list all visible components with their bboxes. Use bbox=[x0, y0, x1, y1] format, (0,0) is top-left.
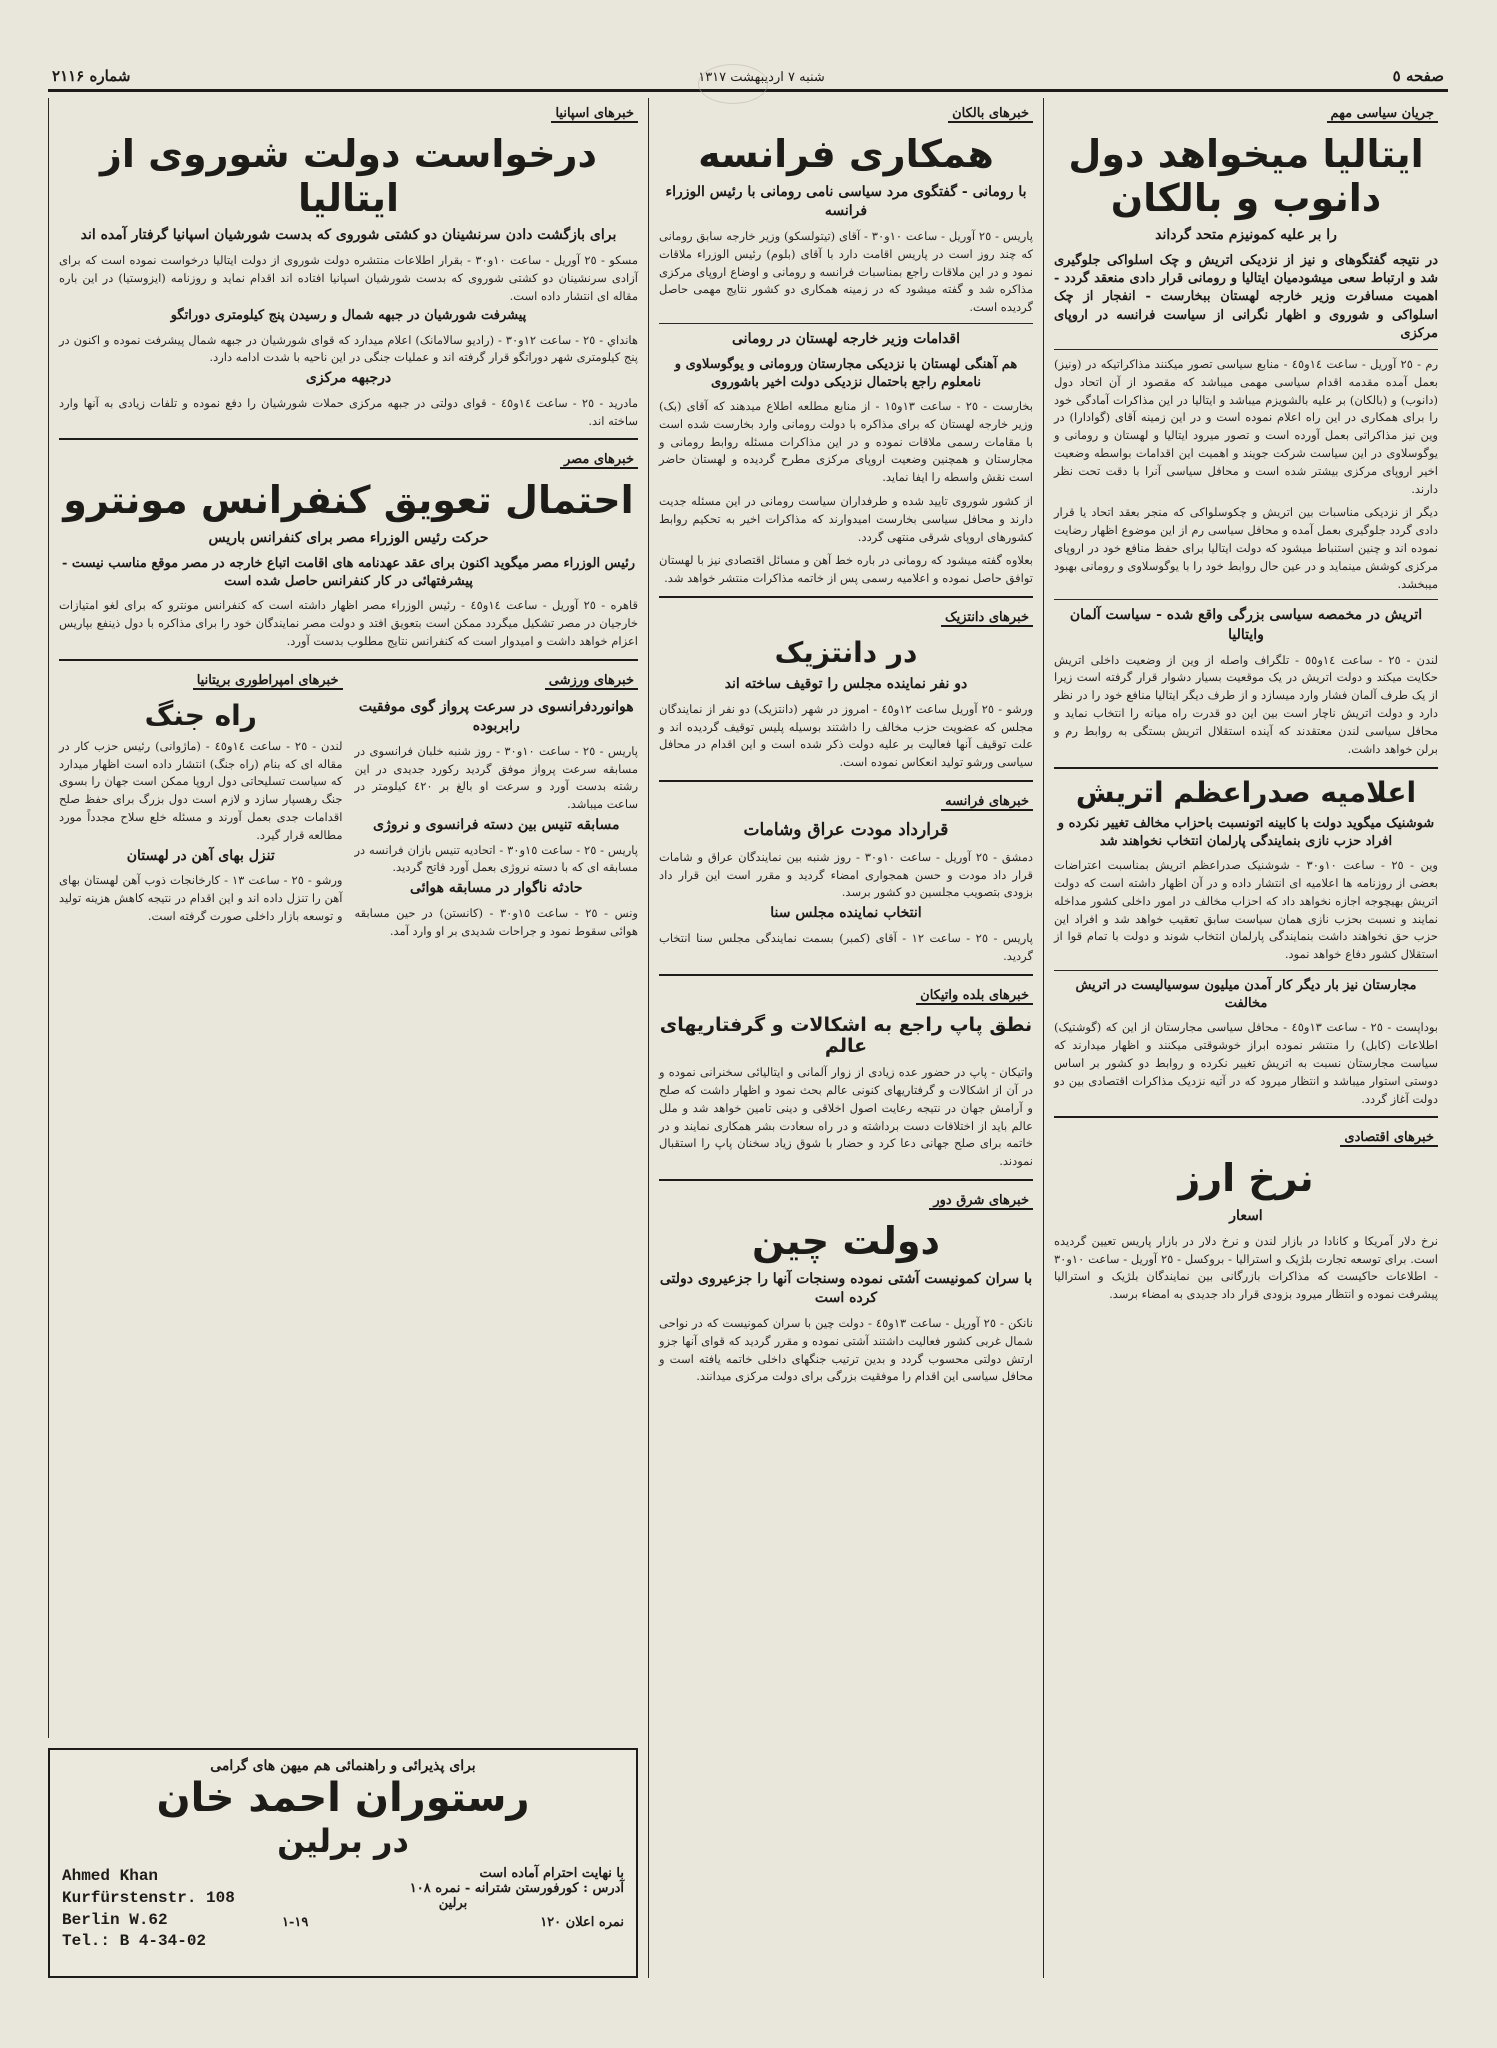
ad-tagline: برای پذیرائی و راهنمائی هم میهن های گرامی bbox=[210, 1758, 476, 1774]
section-tag: خبرهای دانتزیک bbox=[941, 610, 1033, 627]
article-body: واتیکان - پاپ در حضور عده زیادی از زوار آلمانی و ایتالیائی سخنرانی نموده و در آن از اشکالات و گرفتاریهای کنونی عالم بحث نمود و اظهار داشت که صلح و آرامش جهان در نتیجه رعایت اصول اخلاقی و دینی تامین خواهد شد و ملل عالم باید از اختلافات دست برداشته و در راه سعادت بشر همکاری نمایند و در خاتمه برای صلح جهانی دعا کرد و حضار با شوق زیاد سخنان پاپ را استقبال نمودند. bbox=[659, 1065, 1033, 1169]
article-subheading: قرارداد مودت عراق وشامات bbox=[743, 820, 949, 841]
lead-text: در نتیجه گفتگوهای و نیز از نزدیکی اتریش و چک اسلواکی جلوگیری شد و ارتباط سعی میشودمیان ایتالیا و رومانی قرار دادی منعقد گردد - اهمیت مسافرت وزیر خارجه لهستان ببخارست - انفجار از چک اسلواکی و شوروی و اظهار نگرانی از سیاست فرانسه در اروپای مرکزی bbox=[1054, 252, 1438, 341]
restaurant-city: در برلین bbox=[277, 1822, 409, 1860]
divider bbox=[1054, 767, 1438, 769]
article-body: از کشور شوروی تایید شده و طرفداران سیاست رومانی در این مسئله جدیت دارند و محافل سیاسی بخارست امیدوارند که مذاکرات اخیر به تحکیم روابط کشورهای اروپای شرقی منتهی گردد. bbox=[659, 493, 1033, 544]
column-balkans bbox=[648, 98, 1043, 1978]
columns bbox=[48, 98, 1448, 1978]
article-subheading: اتریش در مخمصه سیاسی بزرگی واقع شده - سیاست آلمان وایتالیا bbox=[1069, 607, 1423, 644]
restaurant-name: رستوران احمد خان bbox=[156, 1775, 530, 1821]
divider bbox=[659, 1179, 1033, 1181]
divider bbox=[59, 659, 638, 661]
divider bbox=[659, 780, 1033, 782]
article-body: ورشو - ٢٥ آوریل ساعت ١٢و٤٥ - امروز در شهر (دانتزیک) دو نفر از نمایندگان مجلس که عضویت حزب مخالف را داشتند بوسیله پلیس توقیف گردیده اند و علت توقیف آنها فعالیت بر علیه دولت ذکر شده است و این اقدام در محافل سیاسی ورشو تولید انعکاس نموده است. bbox=[659, 701, 1033, 770]
article-subheading: حادثه ناگوار در مسابقه هوائی bbox=[409, 880, 583, 897]
article-body: پاریس - ٢٥ آوریل - ساعت ١٠و٣٠ - آقای (تیتولسکو) وزیر خارجه سابق رومانی که چند روز است در پاریس اقامت دارد با آقای (بلوم) رئیس الوزراء ملاقات نمود و در این ملاقات راجع بمناسبات فرانسه و رومانی و اوضاع اروپای مرکزی مذاکره شد و گفته میشود که در زمینه همکاری دو کشور نتایج مهمی حاصل گردیده است. bbox=[659, 228, 1033, 315]
article-subheading: اقدامات وزیر خارجه لهستان در رومانی bbox=[732, 330, 960, 347]
ad-latin-address bbox=[62, 1866, 282, 1952]
article-headline: اعلامیه صدراعظم اتریش bbox=[1075, 775, 1417, 809]
issue-label: شماره ۲۱۱۶ bbox=[52, 67, 131, 85]
article-body: ورشو - ٢٥ - ساعت ١٣ - کارخانجات ذوب آهن لهستان بهای آهن را تنزل داده اند و این اقدام در نتیجه کاهش هزینه تولید و توسعه بازار داخلی صورت گرفته است. bbox=[59, 873, 343, 923]
article-body: بعلاوه گفته میشود که رومانی در باره خط آهن و مسائل اقتصادی نیز با لهستان توافق حاصل نموده و اعلامیه رسمی پس از خاتمه مذاکرات منتشر خواهد شد. bbox=[659, 553, 1033, 586]
divider bbox=[659, 974, 1033, 976]
divider bbox=[1054, 349, 1438, 350]
latin-name: Ahmed Khan bbox=[62, 1867, 159, 1886]
article-body: لندن - ٢٥ - ساعت ١٤و٥٥ - تلگراف واصله از وین از وضعیت داخلی اتریش حکایت میکند و دولت اتریش در یک موقعیت بسیار دشوار قرار گرفته است زیرا از یک طرف آلمان فشار وارد میسازد و از طرف دیگر ایتالیا منافع خود را در نظر دارد و دولت اتریش ناچار است بین این دو قدرت راه میانه را انتخاب نماید و محافل سیاسی لندن معتقدند که آینده استقلال اتریش بستگی به روابط رم و برلن خواهد داشت. bbox=[1054, 652, 1438, 756]
article-subheading: پیشرفت شورشیان در جبهه شمال و رسیدن پنج کیلومتری دوراتگو bbox=[170, 308, 527, 324]
article-headline: راه جنگ bbox=[144, 698, 257, 732]
article-subheading: هوانوردفرانسوی در سرعت پرواز گوی موفقیت رابربوده bbox=[358, 698, 634, 735]
two-column-split bbox=[59, 669, 638, 941]
column-politics bbox=[1043, 98, 1448, 1978]
article-subheading: شوشنیک میگوید دولت با کابینه اتونسبت باحزاب مخالف تغییر نکرده و افراد حزب نازی بنمایندگی پارلمان انتخاب نخواهند شد bbox=[1057, 815, 1435, 849]
article-body: هانداي - ٢٥ - ساعت ١٢و٣٠ - (رادیو سالامانک) اعلام میدارد که قوای شورشیان در جبهه شمال پیشرفت نموده و اکنون در پنج کیلومتری شهر دوراتگو قرار گرفته اند و عملیات جنگی در این ناحیه با شدت ادامه دارد. bbox=[59, 332, 638, 365]
article-body: پاریس - ٢٥ - ساعت ١٠و٣٠ - روز شنبه خلبان فرانسوی در مسابقه سرعت پرواز موفق گردید رکورد جدیدی در این رشته بدست آورد و سرعت او بالغ بر ٤٢٠ کیلومتر در ساعت میباشد. bbox=[354, 743, 638, 812]
article-subheading: تنزل بهای آهن در لهستان bbox=[126, 847, 275, 864]
article-body: پاریس - ٢٥ - ساعت ١٢ - آقای (کمبر) بسمت نمایندگی مجلس سنا انتخاب گردید. bbox=[659, 930, 1034, 963]
restaurant-ad bbox=[48, 1748, 638, 1978]
subheadline: را بر علیه کمونیزم متحد گرداند bbox=[1155, 227, 1337, 244]
newspaper-page bbox=[48, 58, 1448, 2028]
article-body: لندن - ٢٥ - ساعت ١٤و٤٥ - (ماژوانی) رئیس حزب کار در مقاله ای که بنام (راه جنگ) انتشار داده است اظهار میدارد که سیاست تسلیحاتی دول اروپا ممکن است جهان را بسوی جنگ رهسپار سازد و لازم است دول بزرگ برای حفظ صلح اقدامات جدی بعمل آورند و مسئله خلع سلاح مجدداً مورد مطالعه قرار گیرد. bbox=[59, 738, 343, 842]
britain-block bbox=[59, 669, 343, 941]
article-body: قاهره - ٢٥ آوریل - ساعت ١٤و٤٥ - رئیس الوزراء مصر اظهار داشته است که کنفرانس مونترو که برای لغو امتیازات خارجیان در مصر تشکیل میگردد ممکن است بتعویق افتد و دولت مصر نمایندگان خود را برای مذاکره با دول ذینفع بپاریس اعزام خواهد داشت و امیدوار است که کنفرانس نتایج مطلوب بدست آورد. bbox=[59, 598, 638, 648]
section-tag: خبرهای مصر bbox=[560, 452, 638, 469]
section-tag: خبرهای فرانسه bbox=[941, 794, 1033, 811]
sports-block bbox=[355, 669, 639, 941]
article-subheading: رئیس الوزراء مصر میگوید اکنون برای عقد عهدنامه های اقامت اتباع خارجه در مصر موقع مناسب نیست - پیشرفتهائی در کار کنفرانس حاصل شده است bbox=[61, 555, 636, 589]
far-east-article bbox=[659, 1189, 1033, 1386]
article-subheading: انتخاب نماینده مجلس سنا bbox=[770, 905, 922, 922]
article-subheading: مجارستان نیز بار دیگر کار آمدن میلیون سوسیالیست در اتریش مخالفت bbox=[1075, 977, 1417, 1012]
article-body: رم - ٢٥ آوریل - ساعت ١٤و٤٥ - منابع سیاسی تصور میکنند مذاکراتیکه در (ونیز) بعمل آمده مقدمه اقدام سیاسی مهمی میباشد که مقصود از آن اتحاد دول (دانوب) و (بالکان) بر علیه بالشویزم میباشد و ایتالیا در این مذاکرات آمادگی خود را برای همکاری در این راه اعلام نموده است و در این زمینه آقای (گوادارا) در وین نیز مذاکراتی بعمل آورده است و تصور میرود ایتالیا و لهستان و رومانی و یوگوسلاوی در این سیاست شرکت جویند و اهمیت این اقدامات بواسطه وضعیت اخیر اروپای مرکزی بیشتر شده است و محافل سیاسی آنرا با دقت تحت نظر دارند. bbox=[1054, 356, 1439, 496]
article-subheading: درجبهه مرکزی bbox=[305, 370, 392, 387]
article-body: نرخ دلار آمریکا و کانادا در بازار لندن و نرخ دلار در بازار پاریس تعیین گردیده است. برای توسعه تجارت بلژیک و استرالیا - بروکسل - ٢٥ آوریل - ساعت ١٠و٣٠ - اطلاعات حاکیست که مذاکرات بازرگانی بین نمایندگان بلژیک و استرالیا پیشرفت نموده و انتظار میرود بزودی قرار داد جدیدی به امضاء برسد. bbox=[1054, 1233, 1439, 1302]
section-tag: خبرهای بالکان bbox=[948, 106, 1033, 123]
article-headline: در دانتزیک bbox=[774, 636, 918, 670]
article-subheading: دو نفر نماینده مجلس را توقیف ساخته اند bbox=[724, 676, 968, 693]
section-tag: جریان سیاسی مهم bbox=[1327, 106, 1439, 123]
article-body: وین - ٢٥ - ساعت ١٠و٣٠ - شوشنیک صدراعظم اتریش بمناسبت اعتراضات بعضی از روزنامه ها اعلامیه ای انتشار داده و در آن اظهار داشته است که دولت اتریش بهیچوجه اجازه نخواهد داد که احزاب مخالف در امور داخلی کشور مداخله نمایند و نسبت بحزب نازی همان سیاست سابق تعقیب خواهد شد و افراد این حزب حق نخواهند داشت بنمایندگی پارلمان انتخاب شوند و دولت با تمام قوا از استقلال کشور دفاع خواهد نمود. bbox=[1054, 858, 1438, 962]
main-headline: ایتالیا میخواهد دول دانوب و بالکان bbox=[1068, 132, 1424, 220]
section-tag: خبرهای ورزشی bbox=[545, 673, 638, 690]
article-headline: احتمال تعویق کنفرانس مونترو bbox=[63, 478, 634, 523]
ad-footer bbox=[282, 1915, 624, 1930]
section-tag: خبرهای شرق دور bbox=[929, 1193, 1033, 1210]
article-headline: نرخ ارز bbox=[1178, 1156, 1314, 1201]
divider bbox=[1054, 599, 1438, 600]
article-headline: دولت چین bbox=[752, 1219, 940, 1264]
article-subheading: حرکت رئیس الوزراء مصر برای کنفرانس باریس bbox=[208, 530, 489, 547]
latin-tel: Tel.: B 4-34-02 bbox=[62, 1932, 207, 1951]
article-body: نانکن - ٢٥ آوریل - ساعت ١٣و٤٥ - دولت چین با سران کمونیست که در نواحی شمال غربی کشور فعالیت داشتند آشتی نموده و مقرر گردید که قوای آنها جزو ارتش دولتی محسوب گردد و بدین ترتیب جنگهای داخلی خاتمه یافته است و محافل سیاسی این اقدام را موفقیت بزرگی برای دولت مرکزی میدانند. bbox=[659, 1315, 1033, 1384]
ad-line: با نهایت احترام آماده است bbox=[479, 1866, 624, 1882]
article-body: پاریس - ٢٥ - ساعت ١٥و٣٠ - اتحادیه تنیس بازان فرانسه در مسابقه ای که با دسته نروژی بعمل آورد فاتح گردید. bbox=[354, 842, 639, 875]
article-subheading: برای بازگشت دادن سرنشینان دو کشتی شوروی که بدست شورشیان اسپانیا گرفتار آمده اند bbox=[80, 227, 617, 244]
ad-details bbox=[62, 1866, 624, 1952]
article-body: بوداپست - ٢٥ - ساعت ١٣و٤٥ - محافل سیاسی مجارستان از این که (گوشتیک) اطلاعات (کابل) را منتشر نموده ابراز خوشوقتی میکنند و اظهار میدارند که سیاست مجارستان نسبت به اتریش تغییر نکرده و روابط دو کشور بر اساس دوستی استوار میباشد و انتظار میرود که در آتیه نزدیک مذاکرات اقتصادی بین دو دولت آغاز گردد. bbox=[1054, 1020, 1438, 1106]
article-body: ونس - ٢٥ - ساعت ١٥و٣٠ - (کانستن) در حین مسابقه هوائی سقوط نمود و جراحات شدیدی بر او وارد آمد. bbox=[354, 905, 638, 938]
ad-number: نمره اعلان ۱۲۰ bbox=[540, 1915, 624, 1931]
article-subheading: با سران کمونیست آشتی نموده وسنجات آنها را جزعیروی دولتی کرده است bbox=[659, 1270, 1033, 1307]
article-headline: درخواست دولت شوروی از ایتالیا bbox=[100, 132, 597, 220]
latin-city: Berlin W.62 bbox=[62, 1910, 168, 1929]
divider bbox=[59, 438, 638, 440]
column-spain-egypt bbox=[48, 98, 648, 1738]
divider bbox=[1054, 1116, 1438, 1118]
article-subheading: هم آهنگی لهستان با نزدیکی مجارستان ورومانی و یوگوسلاوی و نامعلوم راجع باحتمال نزدیکی دولت اخیر باشوروی bbox=[674, 356, 1018, 390]
article-subheading: با رومانی - گفتگوی مرد سیاسی نامی رومانی با رئیس الوزراء فرانسه bbox=[665, 183, 1027, 220]
ad-line: آدرس : کورفورستن شترانه - نمره ۱۰۸ bbox=[409, 1881, 624, 1897]
page-label: صفحه ٥ bbox=[1392, 67, 1444, 85]
divider bbox=[659, 596, 1033, 598]
section-tag: خبرهای اقتصادی bbox=[1340, 1130, 1438, 1147]
ad-code: ۱-۱۹ bbox=[282, 1915, 309, 1931]
section-tag: خبرهای بلده واتیکان bbox=[916, 988, 1033, 1005]
ad-line: برلین bbox=[438, 1896, 468, 1912]
latin-street: Kurfürstenstr. 108 bbox=[62, 1888, 235, 1907]
article-subheading: اسعار bbox=[1229, 1208, 1263, 1225]
article-headline: همکاری فرانسه bbox=[698, 132, 994, 176]
section-tag: خبرهای اسپانیا bbox=[551, 106, 638, 123]
article-body: مادرید - ٢٥ - ساعت ١٤و٤٥ - قوای دولتی در جبهه مرکزی حملات شورشیان را دفع نموده و تلفات زیادی به آنها وارد ساخته اند. bbox=[59, 395, 638, 428]
ad-persian-address bbox=[282, 1866, 624, 1952]
article-subheading: مسابقه تنیس بین دسته فرانسوی و نروژی bbox=[373, 816, 620, 833]
article-body: مسکو - ٢٥ آوریل - ساعت ١٠و٣٠ - بقرار اطلاعات منتشره دولت شوروی از دولت ایتالیا درخواست نموده است که برای آزادی سرنشینان دو کشتی شوروی که بدست شورشیان اسپانیا افتاده اند اقدام نماید و روزنامه (ایزوستیا) در این باره مقاله ای انتشار داده است. bbox=[59, 252, 638, 303]
divider bbox=[1054, 970, 1438, 971]
article-body: دیگر از نزدیکی مناسبات بین اتریش و چکوسلواکی که منجر بعقد اتحاد یا قرار دادی گردد جلوگیری بعمل آمده و محافل سیاسی رم از این موضوع اظهار رضایت نموده اند و چنین استنباط میشود که دولت ایتالیا برای حفظ منافع خود در اروپای مرکزی کوشش مینماید و در عین حال روابط خود را با یوگوسلاوی و رومانی بهبود میبخشد. bbox=[1054, 505, 1438, 591]
section-tag: خبرهای امپراطوری بریتانیا bbox=[193, 673, 343, 690]
date-line: شنبه ۷ اردیبهشت ۱۳۱۷ bbox=[698, 70, 825, 85]
article-headline: نطق پاپ راجع به اشکالات و گرفتاریهای عالم bbox=[659, 1013, 1033, 1058]
divider bbox=[659, 323, 1033, 324]
article-body: بخارست - ٢٥ - ساعت ١٣و١٥ - از منابع مطلعه اطلاع میدهند که آقای (بک) وزیر خارجه لهستان که برای مذاکره با دولت رومانی وارد بخارست شده است با مقامات رسمی ملاقات نموده و در این مذاکرات مسئله روابط رومانی و مجارستان و همچنین وضعیت اروپای مرکزی مطرح گردیده و لهستان حاضر است نقش واسطه را ایفا نماید. bbox=[659, 398, 1033, 485]
article-body: دمشق - ٢٥ آوریل - ساعت ١٠و٣٠ - روز شنبه بین نمایندگان عراق و شامات قرار داد مودت و حسن همجواری امضاء گردید و مقرر است این قرار داد بزودی بتصویب مجلسین دو کشور برسد. bbox=[659, 849, 1033, 900]
